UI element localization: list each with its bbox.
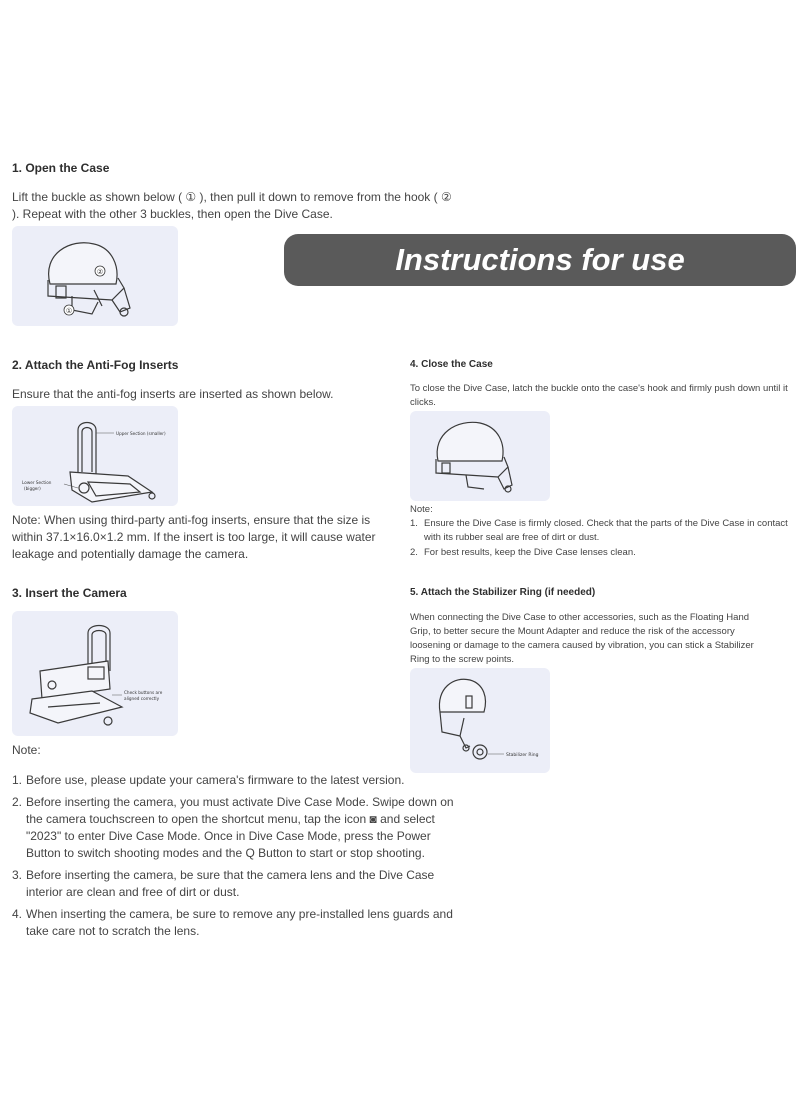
open-case-illustration: [12, 226, 178, 326]
section-3-note-label: Note:: [12, 743, 41, 757]
banner-title: Instructions for use: [395, 242, 685, 277]
close-case-illustration: [410, 411, 550, 501]
section-4-title: 4. Close the Case: [410, 359, 493, 370]
instructions-banner: [284, 234, 796, 286]
section-3-notes: [12, 772, 468, 940]
stabilizer-ring-illustration: [410, 668, 550, 773]
section-5-text: When connecting the Dive Case to other accessories, such as the Floating Hand Grip, to better secure the Mount Adapter and reduce the risk of the accessory loosening or damage to the camera caused by vibration, you can stick a Stabilizer Ring to the screw points.: [410, 612, 754, 665]
section-4-figure: [410, 411, 550, 501]
section-5-title: 5. Attach the Stabilizer Ring (if needed): [410, 587, 596, 598]
check-buttons-label: Check buttons are: [124, 690, 163, 695]
stabilizer-ring-label: Stabilizer Ring: [506, 753, 539, 758]
section-4-text: To close the Dive Case, latch the buckle onto the case's hook and firmly push down until it clicks.: [410, 383, 788, 408]
section-3-title: 3. Insert the Camera: [12, 586, 127, 600]
section-2-figure: [12, 406, 178, 506]
section-2-title: 2. Attach the Anti-Fog Inserts: [12, 358, 179, 372]
insert-camera-illustration: [12, 611, 178, 736]
list-item: 2. Before inserting the camera, you must activate Dive Case Mode. Swipe down on the camera touchscreen to open the shortcut menu, tap the icon ◙ and select "2023" to enter Dive Case Mode. Once in Dive Case Mode, press the Power Button to switch shooting modes and the Q Button to start or stop shooting.: [12, 795, 454, 860]
list-item: 1. Ensure the Dive Case is firmly closed. Check that the parts of the Dive Case in contact with its rubber seal are free of dirt or dust.: [410, 518, 788, 543]
section-1-title: 1. Open the Case: [12, 161, 110, 175]
section-5-figure: [410, 668, 550, 773]
section-2-note: Note: When using third-party anti-fog inserts, ensure that the size is within 37.1×16.0×1.2 mm. If the insert is too large, it will cause water leakage and potentially damage the camera.: [12, 513, 376, 561]
upper-section-label: Upper Section (smaller): [116, 431, 166, 436]
section-4-note-label: Note:: [410, 504, 433, 515]
section-1-text: Lift the buckle as shown below ( ① ), then pull it down to remove from the hook ( ② ). Repeat with the other 3 buckles, then open the Dive Case.: [12, 190, 452, 221]
list-item: 4. When inserting the camera, be sure to remove any pre-installed lens guards and take care not to scratch the lens.: [12, 907, 453, 938]
lower-section-label-2: (bigger): [24, 486, 41, 491]
step-2-marker: ②: [96, 268, 104, 276]
list-item: 1. Before use, please update your camera's firmware to the latest version.: [12, 773, 405, 787]
anti-fog-illustration: [12, 406, 178, 506]
step-1-marker: ①: [65, 307, 73, 315]
check-buttons-label-2: aligned correctly: [124, 696, 160, 701]
section-2-text: Ensure that the anti-fog inserts are inserted as shown below.: [12, 387, 334, 401]
list-item: 2. For best results, keep the Dive Case lenses clean.: [410, 547, 636, 558]
list-item: 3. Before inserting the camera, be sure that the camera lens and the Dive Case interior are clean and free of dirt or dust.: [12, 868, 435, 899]
section-4-notes: [410, 517, 798, 560]
lower-section-label: Lower Section: [22, 480, 52, 485]
section-3-figure: [12, 611, 178, 736]
section-1-figure: [12, 226, 178, 326]
